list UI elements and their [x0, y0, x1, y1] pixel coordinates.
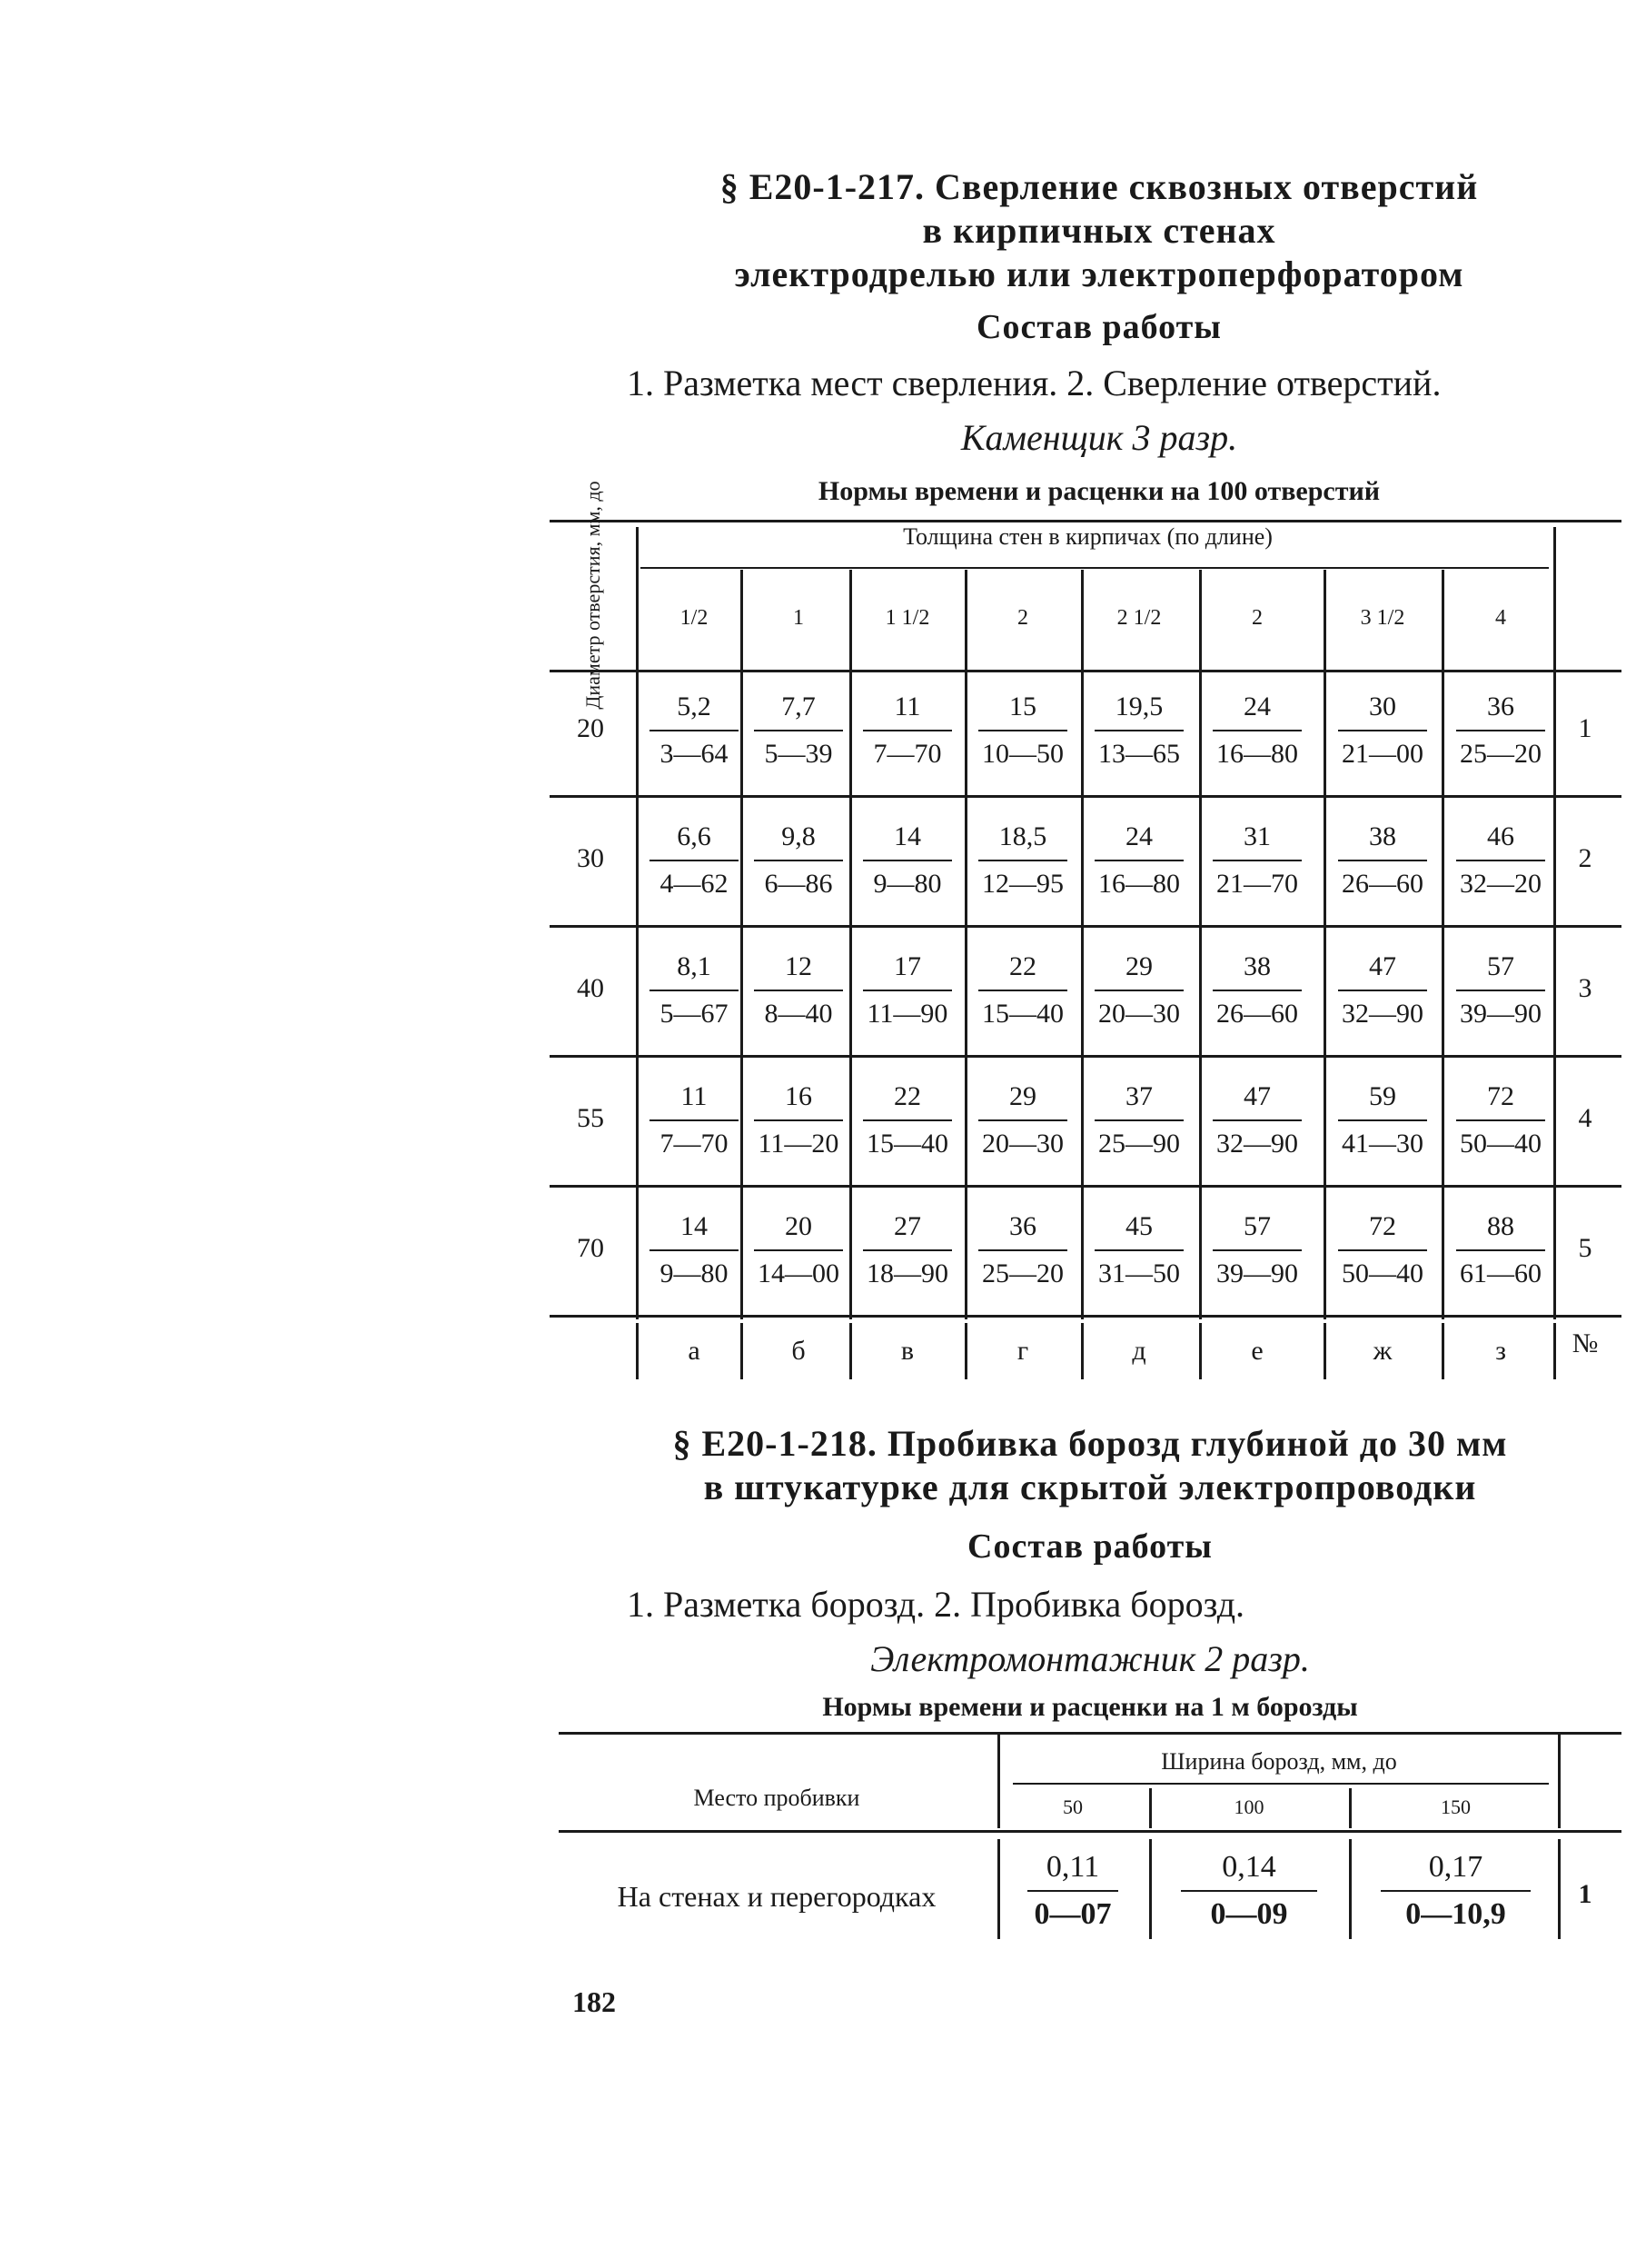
letter-row-rule [636, 1323, 639, 1379]
row-diameter: 30 [577, 843, 604, 873]
row-place: На стенах и перегородках [617, 1880, 937, 1913]
column-letter: а [688, 1336, 700, 1366]
column-letter: з [1495, 1336, 1506, 1366]
table-cell [745, 1209, 852, 1291]
row-rule [550, 925, 1621, 928]
header-bottom-rule [550, 670, 1621, 672]
table-cell [1086, 690, 1193, 771]
fraction-bar [754, 1119, 843, 1121]
column-header: 2 [1252, 606, 1263, 630]
cell-norm-time: 36 [1487, 691, 1514, 721]
column-rule [1553, 527, 1556, 1319]
column-header: 1 [793, 606, 804, 630]
cell-norm-time: 22 [894, 1081, 921, 1111]
fraction-bar [649, 730, 739, 731]
cell-rate: 5—39 [764, 739, 833, 769]
cell-norm-time: 18,5 [998, 821, 1047, 851]
diameter-header: Диаметр отверстия, мм, до [581, 481, 604, 710]
cell-norm-time: 9,8 [781, 821, 816, 851]
section2-work-heading: Состав работы [967, 1527, 1213, 1566]
row-number: 4 [1578, 1103, 1592, 1133]
table-cell [640, 950, 748, 1031]
cell-rate: 50—40 [1342, 1258, 1423, 1288]
fraction-bar [649, 860, 739, 861]
cell-rate: 6—86 [764, 869, 833, 899]
cell-rate: 13—65 [1098, 739, 1180, 769]
section1-title-line1: § Е20-1-217. Сверление сквозных отверстий [719, 166, 1479, 207]
table-cell [1154, 1850, 1344, 1932]
column-rule [1442, 570, 1444, 1319]
section2-title-line2: в штукатурке для скрытой электропроводки [703, 1467, 1477, 1507]
fraction-bar [1338, 1249, 1427, 1251]
column-letter: е [1251, 1336, 1264, 1366]
table-cell [854, 1209, 961, 1291]
column-rule [740, 570, 743, 1319]
fraction-bar [863, 860, 952, 861]
table1-top-rule [550, 520, 1621, 522]
cell-rate: 10—50 [982, 739, 1064, 769]
fraction-bar [863, 1249, 952, 1251]
page-number: 182 [572, 1985, 616, 2018]
table2-divider [1558, 1734, 1561, 1828]
cell-rate: 16—80 [1098, 869, 1180, 899]
column-header: 1 1/2 [885, 606, 930, 630]
groove-width-header: Ширина борозд, мм, до [1161, 1748, 1397, 1775]
cell-rate: 11—90 [867, 999, 948, 1029]
fraction-bar [754, 990, 843, 991]
cell-rate: 9—80 [659, 1258, 729, 1288]
table-cell [969, 1209, 1076, 1291]
table-cell [640, 690, 748, 771]
column-letter: б [791, 1336, 806, 1366]
fraction-bar [1456, 1119, 1545, 1121]
cell-norm-time: 37 [1125, 1081, 1153, 1111]
cell-norm-time: 45 [1125, 1211, 1153, 1241]
cell-norm-time: 19,5 [1115, 691, 1164, 721]
table-cell [969, 950, 1076, 1031]
fraction-bar [1456, 730, 1545, 731]
section1-work-heading: Состав работы [977, 308, 1222, 346]
row-number: 2 [1578, 843, 1592, 873]
fraction-bar [978, 1119, 1067, 1121]
cell-norm-time: 46 [1487, 821, 1514, 851]
section1-title-line2: в кирпичных стенах [922, 210, 1276, 251]
table-cell [1353, 1850, 1558, 1932]
table-cell [969, 820, 1076, 901]
section1-title [563, 165, 1635, 296]
fraction-bar [1095, 1119, 1184, 1121]
fraction-bar [754, 860, 843, 861]
fraction-bar [1456, 1249, 1545, 1251]
cell-rate: 0—10,9 [1405, 1897, 1506, 1931]
column-rule [1199, 570, 1202, 1319]
cell-rate: 7—70 [873, 739, 942, 769]
cell-norm-time: 27 [894, 1211, 921, 1241]
letter-row-rule [1081, 1323, 1084, 1379]
fraction-bar [649, 1119, 739, 1121]
table-cell [1447, 950, 1554, 1031]
cell-rate: 15—40 [867, 1129, 948, 1159]
column-header: 50 [1063, 1796, 1083, 1818]
cell-norm-time: 59 [1369, 1081, 1396, 1111]
cell-rate: 4—62 [659, 869, 729, 899]
cell-norm-time: 38 [1244, 951, 1271, 981]
section2-title [545, 1422, 1635, 1509]
cell-norm-time: 30 [1369, 691, 1396, 721]
column-rule [849, 570, 852, 1319]
table-cell [1447, 1209, 1554, 1291]
fraction-bar [1095, 1249, 1184, 1251]
row-diameter: 55 [577, 1103, 604, 1133]
cell-norm-time: 12 [785, 951, 812, 981]
fraction-bar [649, 1249, 739, 1251]
table-cell [1000, 1850, 1145, 1932]
cell-norm-time: 22 [1009, 951, 1036, 981]
row-rule [550, 795, 1621, 798]
row-rule [550, 1315, 1621, 1318]
t2-group-rule [1013, 1783, 1549, 1785]
cell-rate: 25—20 [982, 1258, 1064, 1288]
table-cell [969, 1079, 1076, 1161]
row-number: 3 [1578, 973, 1592, 1003]
column-letter: д [1132, 1336, 1146, 1366]
cell-norm-time: 20 [785, 1211, 812, 1241]
cell-rate: 9—80 [873, 869, 942, 899]
cell-rate: 12—95 [982, 869, 1064, 899]
column-rule [965, 570, 967, 1319]
table-cell [1447, 820, 1554, 901]
cell-rate: 25—20 [1460, 739, 1542, 769]
column-header: 150 [1441, 1796, 1471, 1818]
cell-rate: 41—30 [1342, 1129, 1423, 1159]
cell-norm-time: 0,11 [1046, 1850, 1100, 1884]
cell-rate: 14—00 [758, 1258, 839, 1288]
cell-norm-time: 29 [1009, 1081, 1036, 1111]
cell-norm-time: 0,14 [1222, 1850, 1276, 1884]
table-cell [1447, 690, 1554, 771]
cell-norm-time: 15 [1009, 691, 1036, 721]
fraction-bar [978, 860, 1067, 861]
table-cell [1329, 1079, 1436, 1161]
cell-norm-time: 16 [785, 1081, 812, 1111]
cell-rate: 7—70 [659, 1129, 729, 1159]
column-rule [636, 527, 639, 1319]
cell-rate: 26—60 [1342, 869, 1423, 899]
fraction-bar [1381, 1890, 1531, 1892]
cell-norm-time: 36 [1009, 1211, 1036, 1241]
cell-norm-time: 31 [1244, 821, 1271, 851]
cell-rate: 50—40 [1460, 1129, 1542, 1159]
cell-rate: 21—70 [1216, 869, 1298, 899]
column-header: 1/2 [679, 606, 709, 630]
column-letter: г [1016, 1336, 1029, 1366]
group-header-rule [640, 567, 1549, 569]
cell-rate: 15—40 [982, 999, 1064, 1029]
fraction-bar [863, 1119, 952, 1121]
section1-norms-caption: Нормы времени и расценки на 100 отверстий [818, 476, 1381, 506]
column-letter: в [900, 1336, 915, 1366]
cell-norm-time: 8,1 [677, 951, 711, 981]
fraction-bar [978, 1249, 1067, 1251]
fraction-bar [1456, 860, 1545, 861]
cell-rate: 18—90 [867, 1258, 948, 1288]
fraction-bar [1338, 1119, 1427, 1121]
cell-rate: 26—60 [1216, 999, 1298, 1029]
column-header: 2 [1017, 606, 1028, 630]
section2-title-line1: § Е20-1-218. Пробивка борозд глубиной до 30 мм [672, 1423, 1508, 1464]
cell-rate: 0—09 [1210, 1897, 1288, 1931]
fraction-bar [1095, 860, 1184, 861]
fraction-bar [1027, 1890, 1118, 1892]
fraction-bar [1213, 1119, 1302, 1121]
cell-norm-time: 24 [1244, 691, 1271, 721]
section1-title-line3: электродрелью или электроперфоратором [734, 254, 1464, 294]
fraction-bar [863, 730, 952, 731]
table-cell [1086, 1079, 1193, 1161]
column-rule [1558, 1839, 1561, 1939]
fraction-bar [754, 730, 843, 731]
column-header: 4 [1495, 606, 1506, 630]
table-cell [745, 820, 852, 901]
cell-norm-time: 14 [680, 1211, 708, 1241]
column-rule [1149, 1788, 1152, 1828]
fraction-bar [1213, 730, 1302, 731]
column-header: 3 1/2 [1360, 606, 1405, 630]
fraction-bar [1338, 730, 1427, 731]
fraction-bar [1456, 990, 1545, 991]
row-number: 1 [1578, 713, 1592, 743]
row-diameter: 70 [577, 1233, 604, 1263]
section2-worker: Электромонтажник 2 разр. [870, 1638, 1310, 1679]
letter-row-rule [1199, 1323, 1202, 1379]
cell-rate: 0—07 [1034, 1897, 1112, 1931]
fraction-bar [1095, 990, 1184, 991]
cell-norm-time: 88 [1487, 1211, 1514, 1241]
cell-norm-time: 72 [1487, 1081, 1514, 1111]
table-cell [1329, 1209, 1436, 1291]
table-cell [854, 820, 961, 901]
row-number: 1 [1578, 1879, 1592, 1909]
letter-row-rule [965, 1323, 967, 1379]
cell-rate: 20—30 [982, 1129, 1064, 1159]
table-cell [1086, 950, 1193, 1031]
cell-norm-time: 72 [1369, 1211, 1396, 1241]
table-cell [1447, 1079, 1554, 1161]
cell-norm-time: 47 [1244, 1081, 1271, 1111]
cell-rate: 21—00 [1342, 739, 1423, 769]
column-letter: ж [1373, 1336, 1393, 1366]
table-cell [969, 690, 1076, 771]
fraction-bar [863, 990, 952, 991]
table-cell [640, 1079, 748, 1161]
table-cell [854, 950, 961, 1031]
table-cell [1204, 690, 1311, 771]
section2-work-text: 1. Разметка борозд. 2. Пробивка борозд. [627, 1584, 1245, 1625]
fraction-bar [649, 990, 739, 991]
row-diameter: 40 [577, 973, 604, 1003]
cell-norm-time: 47 [1369, 951, 1396, 981]
cell-rate: 39—90 [1460, 999, 1542, 1029]
cell-norm-time: 14 [894, 821, 921, 851]
cell-rate: 32—90 [1342, 999, 1423, 1029]
cell-norm-time: 0,17 [1428, 1850, 1483, 1884]
cell-rate: 32—90 [1216, 1129, 1298, 1159]
table-cell [1204, 950, 1311, 1031]
table-cell [640, 820, 748, 901]
column-rule [1081, 570, 1084, 1319]
fraction-bar [1213, 990, 1302, 991]
table-cell [1086, 1209, 1193, 1291]
t2-header-bottom-rule [559, 1830, 1621, 1833]
table-cell [854, 1079, 961, 1161]
place-header: Место пробивки [693, 1785, 860, 1811]
fraction-bar [1338, 860, 1427, 861]
cell-rate: 5—67 [659, 999, 729, 1029]
column-rule [1324, 570, 1326, 1319]
cell-rate: 61—60 [1460, 1258, 1542, 1288]
cell-norm-time: 57 [1487, 951, 1514, 981]
cell-rate: 25—90 [1098, 1129, 1180, 1159]
grooving-norms-table [559, 1732, 1621, 1959]
column-rule [1149, 1839, 1152, 1939]
table-cell [1204, 1079, 1311, 1161]
fraction-bar [1095, 730, 1184, 731]
cell-norm-time: 24 [1125, 821, 1153, 851]
table-cell [745, 690, 852, 771]
cell-norm-time: 11 [680, 1081, 708, 1111]
table-cell [1204, 1209, 1311, 1291]
column-rule [1349, 1839, 1352, 1939]
cell-norm-time: 29 [1125, 951, 1153, 981]
cell-rate: 32—20 [1460, 869, 1542, 899]
cell-rate: 20—30 [1098, 999, 1180, 1029]
table-cell [1329, 950, 1436, 1031]
table-cell [745, 1079, 852, 1161]
column-header: 100 [1234, 1796, 1264, 1818]
letter-row-rule [1324, 1323, 1326, 1379]
fraction-bar [1338, 990, 1427, 991]
column-header: 2 1/2 [1116, 606, 1162, 630]
cell-norm-time: 6,6 [677, 821, 711, 851]
fraction-bar [978, 730, 1067, 731]
table-cell [640, 1209, 748, 1291]
fraction-bar [978, 990, 1067, 991]
row-rule [550, 1055, 1621, 1058]
cell-rate: 8—40 [764, 999, 833, 1029]
table-cell [854, 690, 961, 771]
table-cell [1329, 820, 1436, 901]
wall-thickness-header: Толщина стен в кирпичах (по длине) [903, 523, 1273, 550]
table-cell [745, 950, 852, 1031]
cell-norm-time: 7,7 [781, 691, 816, 721]
cell-norm-time: 17 [894, 951, 921, 981]
table-cell [1204, 820, 1311, 901]
row-diameter: 20 [577, 713, 604, 743]
letter-row-rule [1442, 1323, 1444, 1379]
cell-norm-time: 5,2 [677, 691, 711, 721]
cell-rate: 31—50 [1098, 1258, 1180, 1288]
num-label: № [1572, 1328, 1599, 1358]
table-cell [1086, 820, 1193, 901]
table2-top-rule [559, 1732, 1621, 1735]
section1-work-text: 1. Разметка мест сверления. 2. Сверление отверстий. [627, 363, 1442, 403]
fraction-bar [1213, 1249, 1302, 1251]
cell-rate: 11—20 [758, 1129, 839, 1159]
column-rule [1349, 1788, 1352, 1828]
fraction-bar [1213, 860, 1302, 861]
section1-worker: Каменщик 3 разр. [960, 417, 1238, 458]
section2-norms-caption: Нормы времени и расценки на 1 м борозды [822, 1692, 1358, 1722]
cell-norm-time: 11 [894, 691, 921, 721]
fraction-bar [754, 1249, 843, 1251]
fraction-bar [1181, 1890, 1317, 1892]
row-number: 5 [1578, 1233, 1592, 1263]
cell-norm-time: 38 [1369, 821, 1396, 851]
table-cell [1329, 690, 1436, 771]
cell-norm-time: 57 [1244, 1211, 1271, 1241]
cell-rate: 3—64 [659, 739, 729, 769]
cell-rate: 16—80 [1216, 739, 1298, 769]
cell-rate: 39—90 [1216, 1258, 1298, 1288]
row-rule [550, 1185, 1621, 1188]
